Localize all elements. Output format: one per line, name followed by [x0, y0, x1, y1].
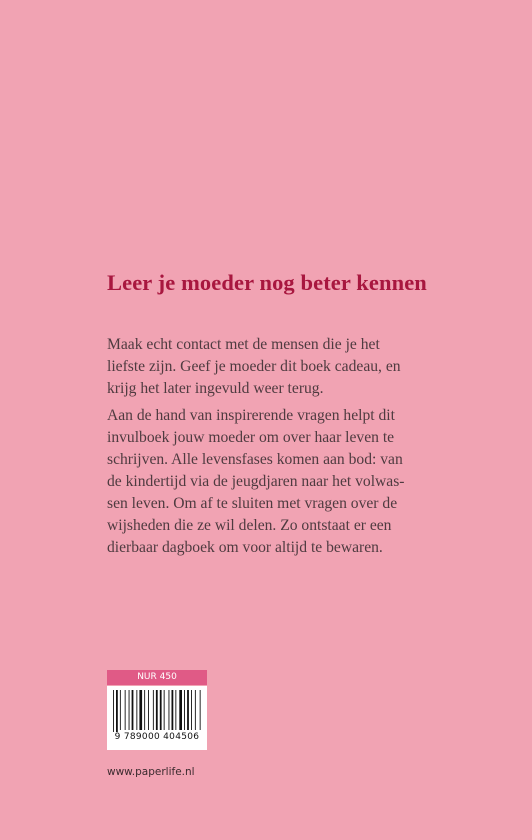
body-line: dierbaar dagboek om voor altijd te bewaren. [107, 539, 383, 556]
body-line: wijsheden die ze wil delen. Zo ontstaat er een [107, 517, 392, 534]
publisher-website: www.paperlife.nl [107, 766, 195, 778]
intro-paragraph [107, 334, 452, 400]
back-cover-headline: Leer je moeder nog beter kennen [107, 270, 427, 295]
nur-code-band: NUR 450 [107, 670, 207, 685]
body-line: schrijven. Alle levensfases komen aan bod: van [107, 451, 403, 468]
body-line: Aan de hand van inspirerende vragen helpt dit [107, 407, 395, 424]
body-line: de kindertijd via de jeugdjaren naar het volwas- [107, 473, 405, 490]
barcode [107, 686, 207, 750]
intro-line: liefste zijn. Geef je moeder dit boek cadeau, en [107, 358, 401, 375]
body-line: invulboek jouw moeder om over haar leven te [107, 429, 395, 446]
body-paragraph [107, 405, 452, 559]
intro-line: krijg het later ingevuld weer terug. [107, 380, 324, 397]
intro-line: Maak echt contact met de mensen die je het [107, 336, 380, 353]
barcode-bars-icon [113, 690, 201, 732]
body-line: sen leven. Om af te sluiten met vragen over de [107, 495, 398, 512]
isbn-number: 9 789000 404506 [114, 732, 200, 742]
